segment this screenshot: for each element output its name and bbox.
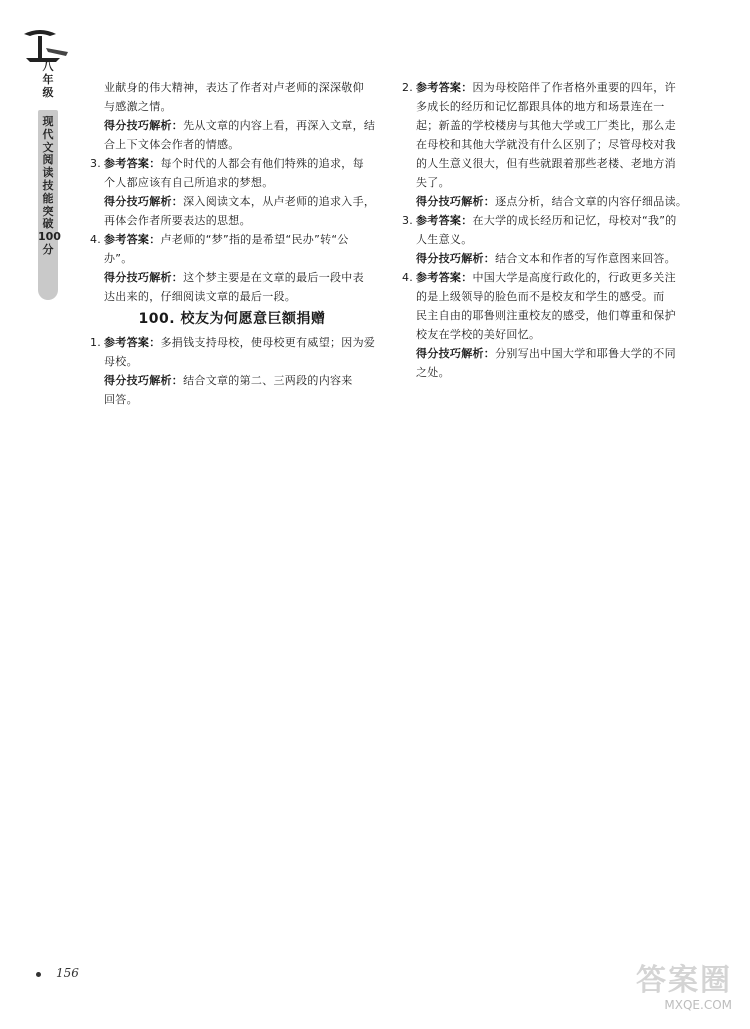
text-line: 达出来的，仔细阅读文章的最后一段。 (104, 290, 297, 303)
question-number: 2. (402, 81, 414, 94)
text-line (416, 211, 694, 230)
text-line: 个人都应该有自己所追求的梦想。 (104, 176, 274, 189)
answer-label: 参考答案： (416, 271, 473, 284)
text-line (104, 192, 378, 211)
text-line (416, 249, 694, 268)
answer-text: 多捐钱支持母校，使母校更有威望；因为爱 (160, 336, 376, 349)
analysis-label: 得分技巧解析： (104, 119, 184, 132)
analysis-text: 深入阅读文本，从卢老师的追求入手， (183, 195, 376, 208)
grade-label: 八年级 (42, 60, 54, 99)
answer-label: 参考答案： (104, 233, 161, 246)
question-number: 1. (90, 336, 102, 349)
answer-label: 参考答案： (104, 336, 161, 349)
analysis-label: 得分技巧解析： (416, 252, 496, 265)
answer-label: 参考答案： (416, 81, 473, 94)
text-line (104, 154, 378, 173)
question-number: 3. (90, 157, 102, 170)
left-column (86, 78, 378, 409)
question-number: 4. (90, 233, 102, 246)
text-line (104, 116, 378, 135)
text-line: 办”。 (104, 252, 133, 265)
text-line: 民主自由的耶鲁则注重校友的感受，他们尊重和保护 (416, 309, 676, 322)
text-line (416, 192, 694, 211)
page-number: 156 (56, 966, 79, 980)
analysis-label: 得分技巧解析： (104, 271, 184, 284)
text-line (104, 333, 378, 352)
question-item (86, 154, 378, 230)
answer-label: 参考答案： (416, 214, 473, 227)
analysis-text: 先从文章的内容上看，再深入文章，结 (183, 119, 376, 132)
answer-text: 中国大学是高度行政化的，行政更多关注 (472, 271, 676, 284)
question-item (398, 78, 694, 211)
question-item (398, 268, 694, 382)
text-line (104, 371, 378, 390)
text-line (416, 78, 694, 97)
text-line: 再体会作者所要表达的思想。 (104, 214, 251, 227)
text-line: 的人生意义很大，但有些就跟着那些老楼、老地方消 (416, 157, 676, 170)
analysis-block (86, 116, 378, 154)
analysis-text: 结合文章的第二、三两段的内容来 (183, 374, 353, 387)
text-line: 母校。 (104, 355, 138, 368)
text-line: 回答。 (104, 393, 138, 406)
right-column (398, 78, 694, 382)
analysis-label: 得分技巧解析： (416, 347, 496, 360)
text-line (416, 344, 694, 363)
analysis-label: 得分技巧解析： (416, 195, 496, 208)
site-watermark (602, 964, 732, 1019)
analysis-text: 分别写出中国大学和耶鲁大学的不同 (495, 347, 676, 360)
text-line: 失了。 (416, 176, 450, 189)
text-line: 起；新盖的学校楼房与其他大学或工厂类比，那么走 (416, 119, 676, 132)
analysis-text: 这个梦主要是在文章的最后一段中表 (183, 271, 364, 284)
answer-label: 参考答案： (104, 157, 161, 170)
text-line: 与感激之情。 (104, 100, 172, 113)
analysis-text: 逐点分析，结合文章的内容仔细品读。 (495, 195, 688, 208)
text-line: 合上下文体会作者的情感。 (104, 138, 240, 151)
text-line (104, 268, 378, 287)
answer-continuation (86, 78, 378, 116)
analysis-label: 得分技巧解析： (104, 195, 184, 208)
text-line: 人生意义。 (416, 233, 473, 246)
series-title: 现代文阅读技能突破100分 (38, 110, 58, 300)
answer-text: 因为母校陪伴了作者格外重要的四年，许 (472, 81, 676, 94)
text-line: 之处。 (416, 366, 450, 379)
question-item (86, 230, 378, 306)
text-line (416, 268, 694, 287)
answer-text: 在大学的成长经历和记忆，母校对“我”的 (472, 214, 677, 227)
text-line: 的是上级领导的脸色而不是校友和学生的感受。而 (416, 290, 665, 303)
text-line: 在母校和其他大学就没有什么区别了；尽管母校对我 (416, 138, 676, 151)
question-item (86, 333, 378, 409)
question-item (398, 211, 694, 268)
text-line (104, 230, 378, 249)
text-line: 多成长的经历和记忆都跟具体的地方和场景连在一 (416, 100, 665, 113)
footer-dot (36, 972, 41, 977)
analysis-label: 得分技巧解析： (104, 374, 184, 387)
text-line: 业献身的伟大精神，表达了作者对卢老师的深深敬仰 (104, 81, 364, 94)
answer-text: 每个时代的人都会有他们特殊的追求，每 (160, 157, 364, 170)
answer-text: 卢老师的“梦”指的是希望“民办”转“公 (160, 233, 349, 246)
question-number: 3. (402, 214, 414, 227)
watermark-logo: 答案圈 (636, 963, 732, 998)
text-line: 校友在学校的美好回忆。 (416, 328, 541, 341)
analysis-text: 结合文本和作者的写作意图来回答。 (495, 252, 676, 265)
section-title: 100. 校友为何愿意巨额捐赠 (138, 311, 326, 327)
watermark-url: MXQE.COM (664, 998, 732, 1012)
question-number: 4. (402, 271, 414, 284)
